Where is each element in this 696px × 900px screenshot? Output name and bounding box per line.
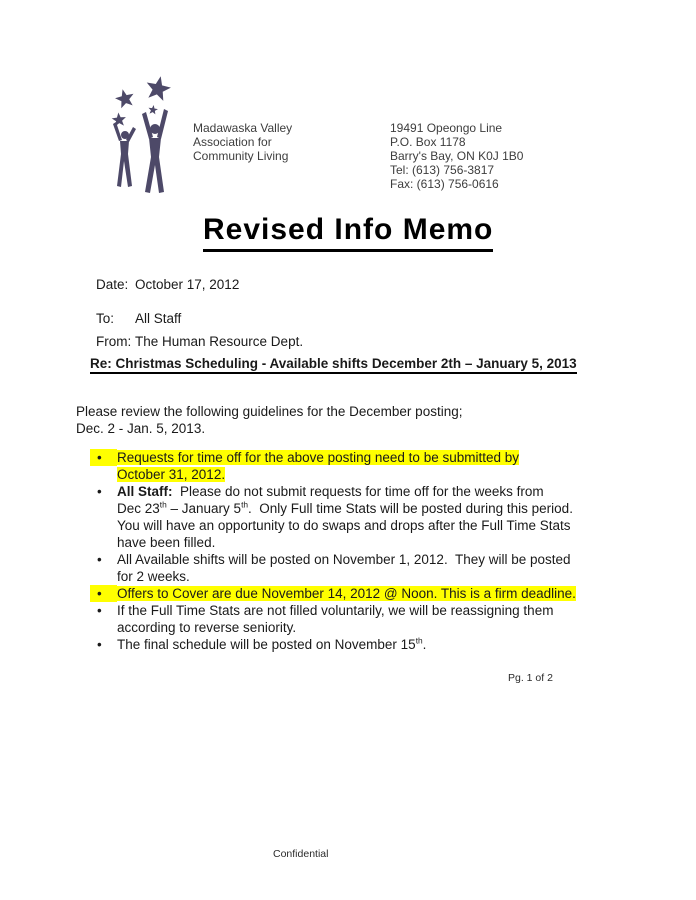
page-number: Pg. 1 of 2	[508, 672, 553, 684]
org-name-line: Association for	[193, 135, 272, 149]
bullet-icon: •	[90, 585, 117, 602]
logo-people-stars-graphic	[111, 74, 173, 193]
bullet-icon: •	[97, 552, 102, 567]
title-wrap	[203, 213, 493, 252]
guideline-text: Offers to Cover are due November 14, 2012 @ Noon. This is a firm deadline.	[117, 586, 576, 601]
from-label: From:	[96, 334, 132, 349]
to-label: To:	[96, 311, 115, 326]
guideline-text: All Staff: Please do not submit requests for time off for the weeks from Dec 23th – January 5th. Only Full time Stats will be posted during this period. You will have an opportunity to do swaps and drops after the Full Time Stats have been filled.	[117, 484, 573, 550]
date-value: October 17, 2012	[135, 277, 240, 292]
to-value: All Staff	[135, 311, 182, 326]
from-row	[96, 334, 303, 349]
address-line: 19491 Opeongo Line	[390, 121, 503, 135]
guideline-text: Requests for time off for the above posting need to be submitted by October 31, 2012.	[117, 450, 519, 482]
address-line: Barry's Bay, ON K0J 1B0	[390, 149, 524, 163]
bullet-icon: •	[97, 603, 102, 618]
bullet-icon: •	[97, 637, 102, 652]
guideline-text: All Available shifts will be posted on November 1, 2012. They will be posted for 2 weeks.	[117, 552, 571, 584]
guideline-text: If the Full Time Stats are not filled voluntarily, we will be reassigning them according to reverse seniority.	[117, 603, 554, 635]
intro-paragraph: Please review the following guidelines for the December posting; Dec. 2 - Jan. 5, 2013.	[76, 404, 463, 436]
address-line: Tel: (613) 756-3817	[390, 163, 495, 177]
org-logo	[95, 73, 190, 198]
address-line: Fax: (613) 756-0616	[390, 177, 499, 191]
logo-star-icon	[113, 87, 136, 109]
address-line: P.O. Box 1178	[390, 135, 466, 149]
org-name-line: Community Living	[193, 149, 289, 163]
guideline-text: The final schedule will be posted on November 15th.	[117, 635, 427, 652]
memo-title: Revised Info Memo	[203, 213, 493, 252]
confidential-footer: Confidential	[273, 848, 329, 860]
date-label: Date:	[96, 277, 129, 292]
logo-star-icon	[144, 74, 173, 102]
org-name	[193, 121, 292, 163]
logo-star-icon	[148, 104, 159, 114]
date-row	[96, 277, 239, 292]
memo-subject: Re: Christmas Scheduling - Available shifts December 2th – January 5, 2013	[90, 356, 577, 374]
guideline-item	[76, 449, 656, 483]
bullet-icon: •	[90, 449, 117, 466]
guideline-item	[76, 551, 656, 585]
guidelines-list	[76, 449, 656, 653]
org-address	[390, 121, 523, 191]
guideline-item	[76, 483, 656, 551]
from-value: The Human Resource Dept.	[135, 334, 304, 349]
to-row	[96, 311, 181, 326]
guideline-item	[76, 636, 656, 653]
guideline-item	[76, 602, 656, 636]
guideline-item	[76, 585, 656, 602]
bullet-icon: •	[97, 484, 102, 499]
org-name-line: Madawaska Valley	[193, 121, 293, 135]
